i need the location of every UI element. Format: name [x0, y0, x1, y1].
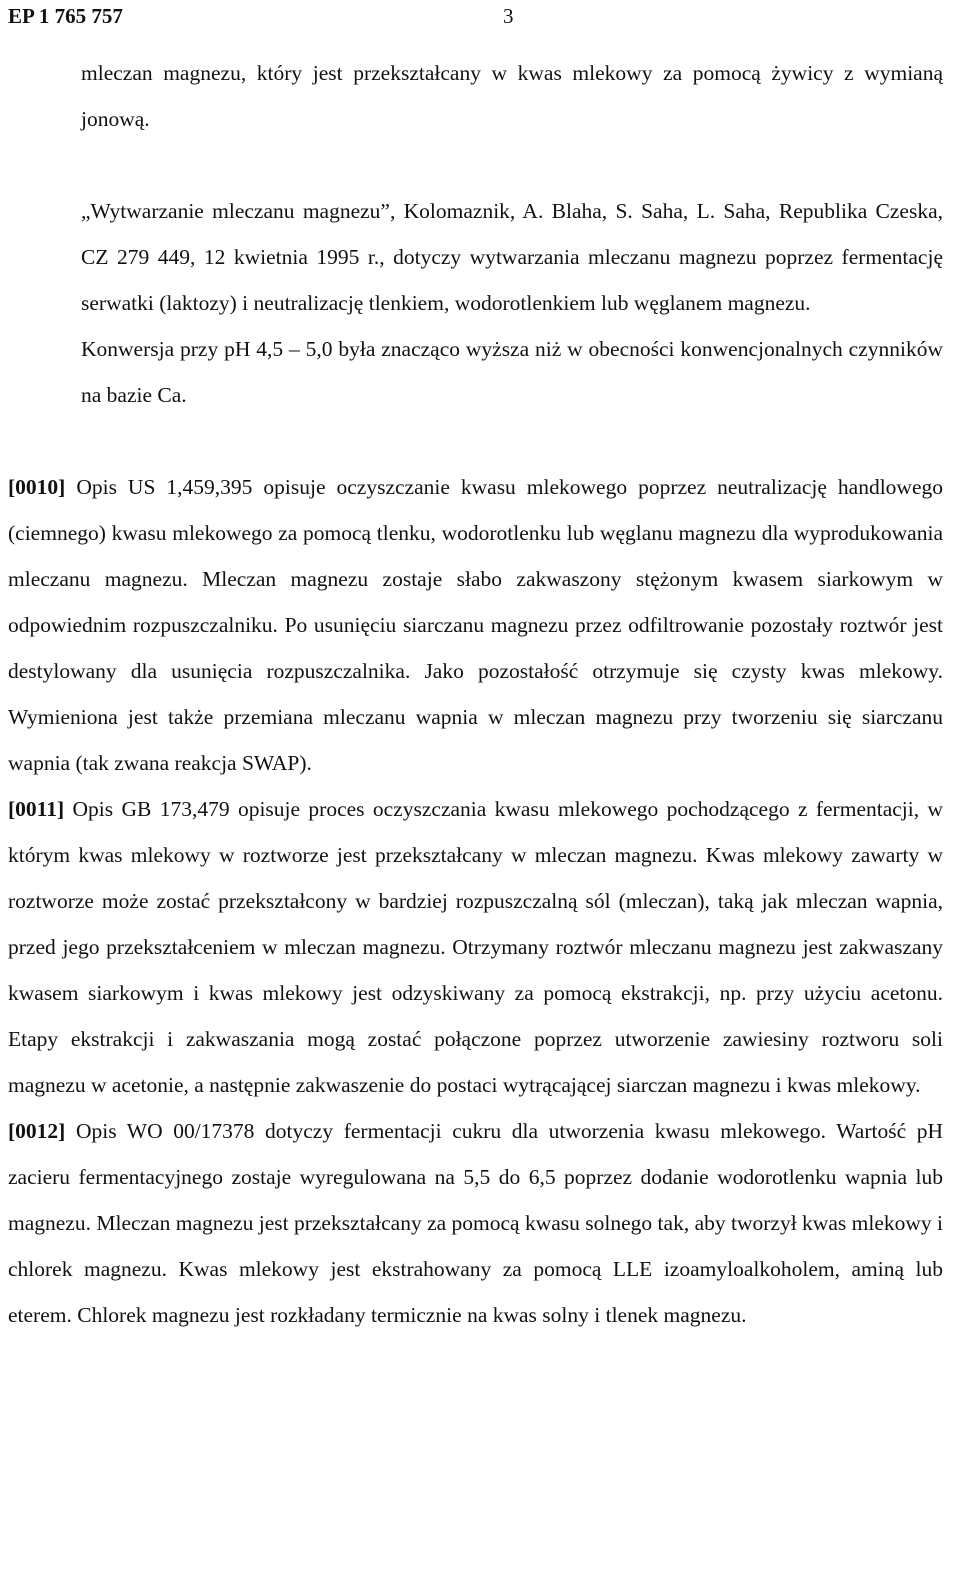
paragraph-0012: [8, 1108, 943, 1338]
paragraph-0011: [8, 786, 943, 1108]
paragraph-number: [0010]: [8, 475, 66, 499]
document-body: [8, 50, 943, 1338]
quoted-passage-citation: „Wytwarzanie mleczanu magnezu”, Kolomaznik, A. Blaha, S. Saha, L. Saha, Republika Czeska, CZ 279 449, 12 kwietnia 1995 r., dotyczy wytwarzania mleczanu magnezu poprzez fermentację serwatki (laktozy) i neutralizację tlenkiem, wodorotlenkiem lub węglanem magnezu.: [81, 199, 943, 315]
document-number: EP 1 765 757: [8, 4, 123, 28]
paragraph-text: Opis WO 00/17378 dotyczy fermentacji cukru dla utworzenia kwasu mlekowego. Wartość pH zacieru fermentacyjnego zostaje wyregulowana na 5,5 do 6,5 poprzez dodanie wodorotlenku wapnia lub magnezu. Mleczan magnezu jest przekształcany za pomocą kwasu solnego tak, aby tworzył kwas mlekowy i chlorek magnezu. Kwas mlekowy jest ekstrahowany za pomocą LLE izoamyloalkoholem, aminą lub eterem. Chlorek magnezu jest rozkładany termicznie na kwas solny i tlenek magnezu.: [8, 1119, 943, 1327]
quoted-passage-conversion: Konwersja przy pH 4,5 – 5,0 była znacząco wyższa niż w obecności konwencjonalnych czynników na bazie Ca.: [81, 337, 943, 407]
paragraph-text: Opis US 1,459,395 opisuje oczyszczanie kwasu mlekowego poprzez neutralizację handlowego (ciemnego) kwasu mlekowego za pomocą tlenku, wodorotlenku lub węglanu magnezu dla wyprodukowania mleczanu magnezu. Mleczan magnezu zostaje słabo zakwaszony stężonym kwasem siarkowym w odpowiednim rozpuszczalniku. Po usunięciu siarczanu magnezu przez odfiltrowanie pozostały roztwór jest destylowany dla usunięcia rozpuszczalnika. Jako pozostałość otrzymuje się czysty kwas mlekowy. Wymieniona jest także przemiana mleczanu wapnia w mleczan magnezu przy tworzeniu się siarczanu wapnia (tak zwana reakcja SWAP).: [8, 475, 944, 775]
page-header: [8, 4, 952, 30]
paragraph-0010: [8, 464, 943, 786]
page-number: 3: [503, 4, 514, 28]
paragraph-number: [0011]: [8, 797, 65, 821]
quoted-passage-continuation: mleczan magnezu, który jest przekształcany w kwas mlekowy za pomocą żywicy z wymianą jonową.: [81, 61, 943, 131]
paragraph-text: Opis GB 173,479 opisuje proces oczyszczania kwasu mlekowego pochodzącego z fermentacji, w którym kwas mlekowy w roztworze jest przekształcany w mleczan magnezu. Kwas mlekowy zawarty w roztworze może zostać przekształcony w bardziej rozpuszczalną sól (mleczan), taką jak mleczan wapnia, przed jego przekształceniem w mleczan magnezu. Otrzymany roztwór mleczanu magnezu jest zakwaszany kwasem siarkowym i kwas mlekowy jest odzyskiwany za pomocą ekstrakcji, np. przy użyciu acetonu. Etapy ekstrakcji i zakwaszania mogą zostać połączone poprzez utworzenie zawiesiny roztworu soli magnezu w acetonie, a następnie zakwaszenie do postaci wytrącającej siarczan magnezu i kwas mlekowy.: [8, 797, 944, 1097]
paragraph-number: [0012]: [8, 1119, 66, 1143]
